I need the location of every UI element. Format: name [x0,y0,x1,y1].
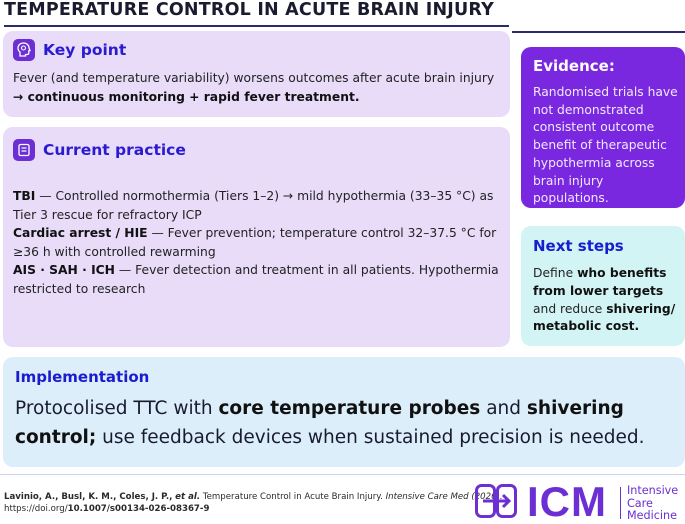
citation-doi[interactable]: https://doi.org/10.1007/s00134-026-08367-9 [4,504,210,514]
evidence-card [521,47,685,208]
logo-subtitle: Intensive Care Medicine [627,484,679,522]
brain-head-icon [13,39,35,61]
current-practice-header [13,139,186,161]
next-steps-heading: Next steps [533,237,624,255]
citation-etal: et al. [175,492,201,502]
title-divider [4,25,509,27]
logo-separator [620,487,621,519]
page-title: TEMPERATURE CONTROL IN ACUTE BRAIN INJURY [4,0,495,20]
key-point-line2: → continuous monitoring + rapid fever treatment. [13,89,360,104]
practice-item-cardiac: Cardiac arrest / HIE — Fever prevention; temperature control 32–37.5 °C for ≥36 h with controlled rewarming [13,226,497,259]
citation-authors: Lavinio, A., Busl, K. M., Coles, J. P., [4,492,173,502]
practice-item-tbi: TBI — Controlled normothermia (Tiers 1–2) → mild hypothermia (33–35 °C) as Tier 3 rescue for refractory ICP [13,189,494,222]
citation-title: Temperature Control in Acute Brain Injury. [200,492,386,502]
title-divider-right [512,31,685,33]
implementation-text: Protocolised TTC with core temperature probes and shivering control; use feedback devices when sustained precision is needed. [15,398,645,448]
evidence-heading: Evidence: [533,57,615,75]
next-steps-text: Define who benefits from lower targets and reduce shivering/ metabolic cost. [533,266,676,334]
footer-divider [0,474,685,475]
key-point-card [3,31,510,117]
evidence-text: Randomised trials have not demonstrated consistent outcome benefit of therapeutic hypothermia across brain injury populations. [533,85,678,206]
icm-logo-text: ICM [527,478,607,524]
key-point-line1: Fever (and temperature variability) worsens outcomes after acute brain injury [13,71,495,85]
current-practice-heading: Current practice [43,141,186,159]
document-icon [13,139,35,161]
current-practice-list [13,187,505,298]
practice-item-stroke: AIS · SAH · ICH — Fever detection and treatment in all patients. Hypothermia restricted to research [13,263,499,296]
current-practice-card [3,127,510,347]
key-point-heading: Key point [43,41,127,59]
implementation-heading: Implementation [15,368,150,386]
implementation-card [3,357,685,467]
citation [4,490,503,504]
key-point-text [13,69,503,106]
next-steps-card [521,226,685,346]
key-point-header [13,39,126,61]
citation-journal: Intensive Care Med (2026). [385,492,503,502]
icm-logo-icon [475,484,517,518]
